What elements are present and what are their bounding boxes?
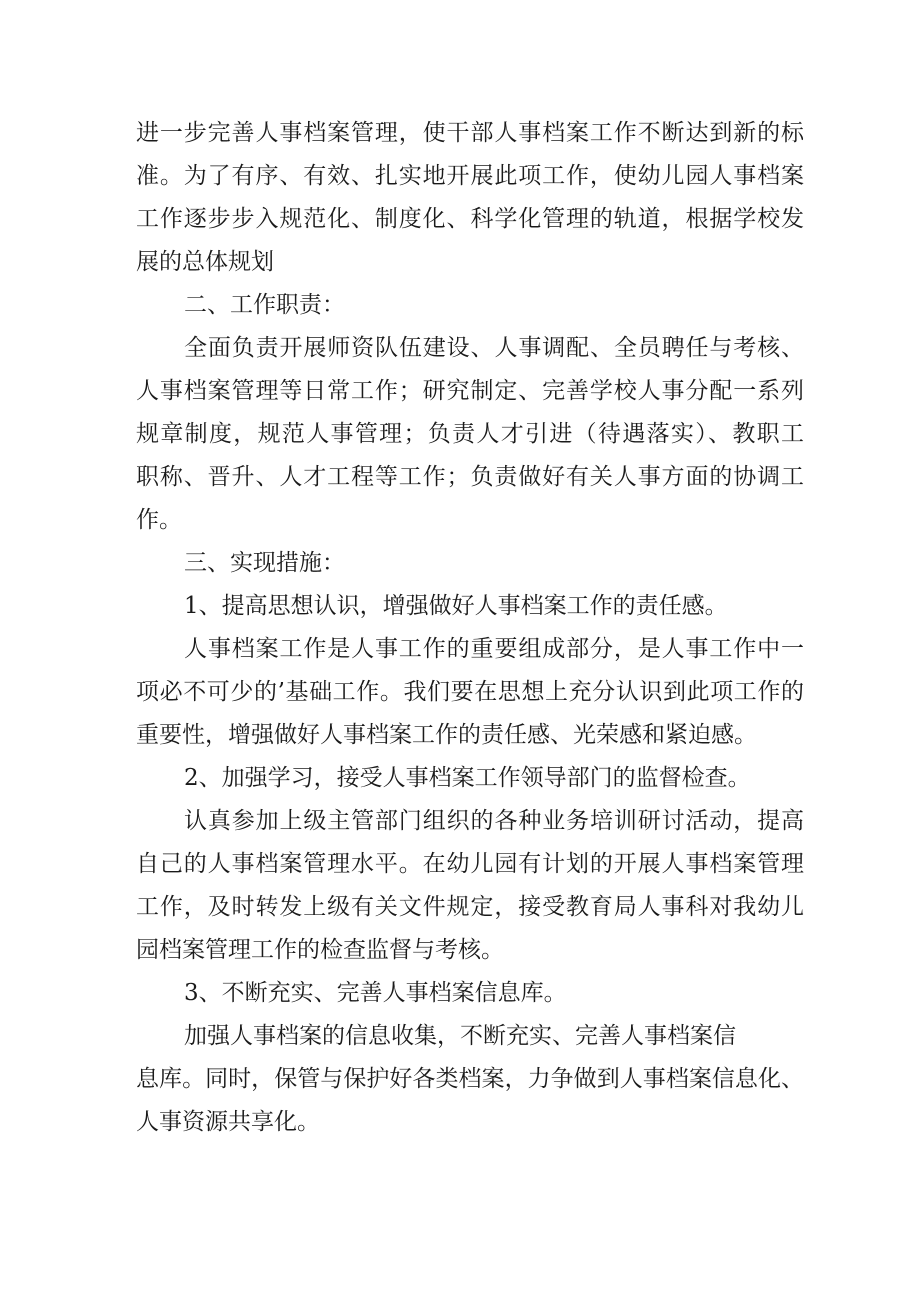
section-heading: 三、实现措施： <box>184 550 345 576</box>
subsection-heading: 3、不断充实、完善人事档案信息库。 <box>184 980 567 1006</box>
text-line: 展的总体规划 <box>136 249 274 275</box>
text-line: 准。为了有序、有效、扎实地开展此项工作，使幼儿园人事档案 <box>136 163 804 189</box>
text-line: 自己的人事档案管理水平。在幼儿园有计划的开展人事档案管理 <box>136 851 804 877</box>
text-line: 人事档案工作是人事工作的重要组成部分，是人事工作中一 <box>184 636 804 662</box>
text-line: 职称、晋升、人才工程等工作；负责做好有关人事方面的协调工 <box>136 464 804 490</box>
text-line: 工作逐步步入规范化、制度化、科学化管理的轨道，根据学校发 <box>136 206 804 232</box>
text-line: 息库。同时，保管与保护好各类档案，力争做到人事档案信息化、 <box>136 1066 804 1092</box>
text-line: 工作，及时转发上级有关文件规定，接受教育局人事科对我幼儿 <box>136 894 804 920</box>
subsection-heading: 2、加强学习，接受人事档案工作领导部门的监督检查。 <box>184 765 751 791</box>
text-line: 规章制度，规范人事管理；负责人才引进（待遇落实）、教职工 <box>136 421 804 447</box>
text-line: 园档案管理工作的检查监督与考核。 <box>136 937 504 963</box>
text-line: 认真参加上级主管部门组织的各种业务培训研讨活动，提高 <box>184 808 804 834</box>
text-line: 项必不可少的’基础工作。我们要在思想上充分认识到此项工作的 <box>136 679 804 705</box>
text-line: 人事档案管理等日常工作；研究制定、完善学校人事分配一系列 <box>136 378 804 404</box>
text-line: 作。 <box>136 507 182 533</box>
text-line: 加强人事档案的信息收集，不断充实、完善人事档案信 <box>184 1023 736 1049</box>
section-heading: 二、工作职责： <box>184 292 345 318</box>
text-line: 重要性，增强做好人事档案工作的责任感、光荣感和紧迫感。 <box>136 722 757 748</box>
text-line: 人事资源共享化。 <box>136 1109 320 1135</box>
text-line: 全面负责开展师资队伍建设、人事调配、全员聘任与考核、 <box>184 335 804 361</box>
subsection-heading: 1、提高思想认识，增强做好人事档案工作的责任感。 <box>184 593 728 619</box>
document-body <box>136 112 804 1144</box>
text-line: 进一步完善人事档案管理，使干部人事档案工作不断达到新的标 <box>136 120 804 146</box>
